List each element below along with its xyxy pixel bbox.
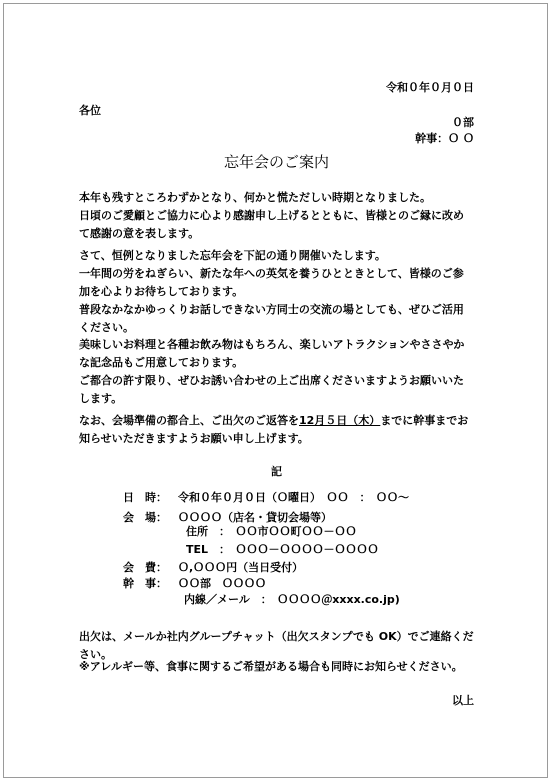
detail-value-fee: Ｏ,ＯＯＯ円（当日受付） bbox=[178, 561, 304, 574]
footer-allergy: ※アレルギー等、食事に関するご希望がある場合も同時にお知らせください。 bbox=[79, 660, 463, 673]
paragraph-line: 本年も残すところわずかとなり、何かと慌ただしい時期となりました。 bbox=[79, 191, 431, 204]
detail-label-date: 日 時： bbox=[123, 491, 167, 504]
paragraph-line: な記念品もご用意しております。 bbox=[79, 356, 244, 369]
detail-label-staff: 幹 事： bbox=[123, 577, 167, 590]
paragraph-rsvp-deadline bbox=[79, 412, 479, 448]
paragraph-line: さて、恒例となりました忘年会を下記の通り開催いたします。 bbox=[79, 249, 386, 262]
addressee: 各位 bbox=[79, 104, 101, 117]
paragraph-line: 出欠は、メールか社内グループチャット（出欠スタンプでも OK）でご連絡くだ bbox=[79, 630, 474, 643]
paragraph-line: 美味しいお料理と各種お飲み物はもちろん、楽しいアトラクションやささやか bbox=[79, 338, 465, 351]
paragraph-food bbox=[79, 336, 479, 408]
detail-value-staff: ＯＯ部 ＯＯＯＯ bbox=[178, 577, 266, 590]
paragraph-line: 普段なかなかゆっくりお話しできない方同士の交流の場としても、ぜひご活用 bbox=[79, 303, 464, 316]
detail-label-fee: 会 費： bbox=[123, 561, 167, 574]
detail-value-date: 令和０年０月０日（Ｏ曜日） ＯＯ ： ＯＯ～ bbox=[178, 491, 409, 504]
organizer: 幹事：Ｏ Ｏ bbox=[415, 132, 474, 145]
department: ０部 bbox=[452, 116, 474, 129]
paragraph-line: 日頃のご愛顧とご協力に心より感謝申し上げるとともに、皆様とのご縁に改め bbox=[79, 209, 464, 222]
paragraph-greeting bbox=[79, 189, 479, 243]
paragraph-line: て感謝の意を表します。 bbox=[79, 227, 200, 240]
deadline-lead: なお、会場準備の都合上、ご出欠のご返答を bbox=[79, 414, 299, 427]
paragraph-line: 加を心よりお待ちしております。 bbox=[79, 285, 244, 298]
deadline-date: 12月５日（木） bbox=[299, 414, 381, 427]
paragraph-line: ください。 bbox=[79, 321, 134, 334]
issue-date: 令和０年０月０日 bbox=[386, 81, 474, 94]
paragraph-announcement bbox=[79, 247, 479, 337]
detail-address: 住所 ： ＯＯ市ＯＯ町ＯＯ－ＯＯ bbox=[186, 525, 357, 538]
detail-label-venue: 会 場： bbox=[123, 511, 167, 524]
document-title: 忘年会のご案内 bbox=[223, 153, 329, 171]
paragraph-line: ご都合の許す限り、ぜひお誘い合わせの上ご出席くださいますようお願いいた bbox=[79, 374, 464, 387]
footer-rsvp bbox=[79, 628, 479, 664]
ki-heading: 記 bbox=[271, 465, 282, 478]
detail-contact: 内線／メール ： ＯＯＯＯ＠xxxx.co.jp) bbox=[184, 593, 400, 606]
paragraph-line: します。 bbox=[79, 392, 123, 405]
paragraph-line: さい。 bbox=[79, 648, 112, 661]
detail-value-venue: ＯＯＯＯ（店名・貸切会場等） bbox=[178, 511, 332, 524]
closing-ijou: 以上 bbox=[452, 694, 474, 707]
paragraph-line bbox=[79, 412, 479, 430]
deadline-tail: までに幹事までお bbox=[380, 414, 469, 427]
paragraph-line: 一年間の労をねぎらい、新たな年への英気を養うひとときとして、皆様のご参 bbox=[79, 267, 464, 280]
paragraph-line: 知らせいただきますようお願い申し上げます。 bbox=[79, 432, 309, 445]
detail-tel: TEL ： ＯＯＯ－ＯＯＯＯ－ＯＯＯＯ bbox=[186, 543, 379, 556]
